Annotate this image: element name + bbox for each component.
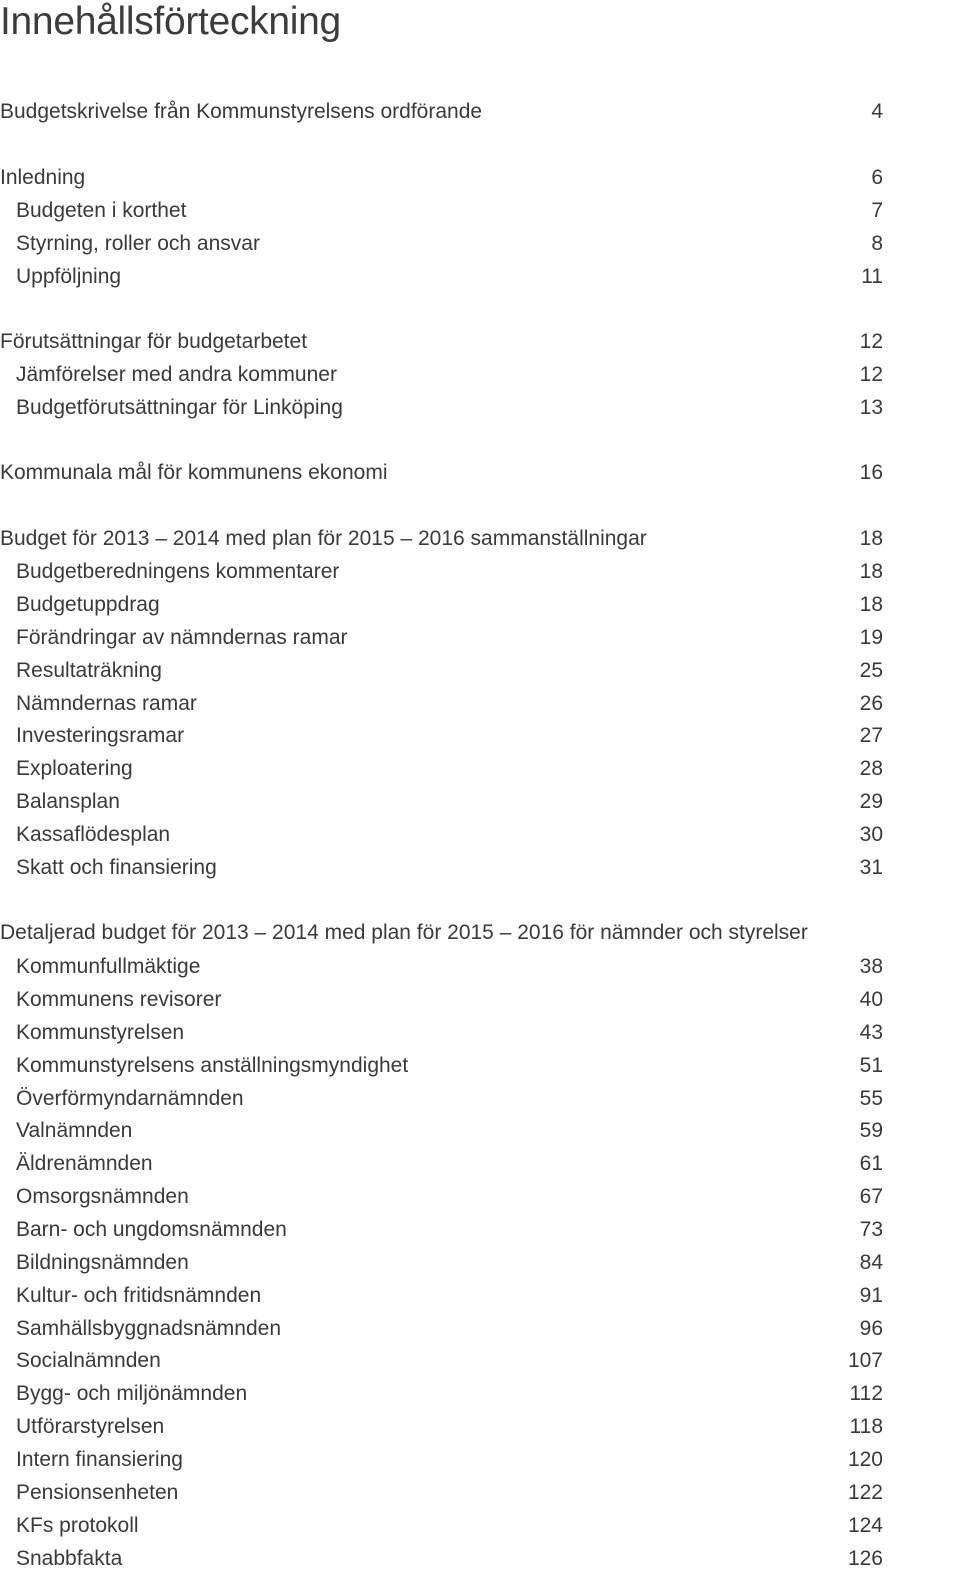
toc-entry-label: Resultaträkning [16, 659, 162, 682]
toc-entry[interactable] [0, 328, 883, 356]
toc-subentry[interactable] [0, 591, 883, 619]
toc-entry-page: 18 [859, 593, 883, 616]
toc-entry-page: 26 [859, 692, 883, 715]
toc-entry-label: Överförmyndarnämnden [16, 1087, 244, 1110]
toc-entry-label: Styrning, roller och ansvar [16, 232, 260, 255]
toc-entry-label: Investeringsramar [16, 724, 185, 747]
toc-entry-label: Kommunens revisorer [16, 988, 222, 1011]
toc-entry-page: 120 [847, 1448, 883, 1471]
toc-subentry[interactable] [0, 624, 883, 652]
toc-entry-label: Bildningsnämnden [16, 1251, 189, 1274]
toc-entry-page: 118 [849, 1415, 883, 1438]
toc-entry-label: Kassaflödesplan [16, 823, 171, 846]
toc-subentry[interactable] [0, 1380, 883, 1408]
toc-entry-page: 55 [859, 1087, 883, 1110]
toc-entry-page: 40 [859, 988, 883, 1011]
toc-entry-label: Budgetberedningens kommentarer [16, 560, 340, 583]
toc-entry-label: Jämförelser med andra kommuner [16, 363, 337, 386]
toc-entry-label: Förutsättningar för budgetarbetet [0, 330, 308, 353]
toc-entry-page: 19 [859, 626, 883, 649]
toc-subentry[interactable] [0, 1117, 883, 1145]
toc-entry-page: 38 [859, 955, 883, 978]
toc-subentry[interactable] [0, 197, 883, 225]
toc-subentry[interactable] [0, 230, 883, 258]
toc-entry[interactable] [0, 164, 883, 192]
toc-entry-label: Budgetskrivelse från Kommunstyrelsens ordförande [0, 100, 483, 123]
toc-subentry[interactable] [0, 1019, 883, 1047]
toc-entry-label: Skatt och finansiering [16, 856, 217, 879]
toc-entry-label: Förändringar av nämndernas ramar [16, 626, 348, 649]
toc-entry-page: 67 [859, 1185, 883, 1208]
toc-entry-page: 112 [849, 1382, 883, 1405]
toc-subentry[interactable] [0, 1315, 883, 1343]
toc-subentry[interactable] [0, 690, 883, 718]
toc-subentry[interactable] [0, 1512, 883, 1540]
toc-subentry[interactable] [0, 1249, 883, 1277]
toc-entry-label: Budgeten i korthet [16, 199, 187, 222]
toc-entry-page: 6 [871, 166, 883, 189]
toc-entry-label: Kommunala mål för kommunens ekonomi [0, 461, 388, 484]
toc-subentry[interactable] [0, 1479, 883, 1507]
toc-entry-page: 8 [871, 232, 883, 255]
toc-subentry[interactable] [0, 821, 883, 849]
toc-subentry[interactable] [0, 361, 883, 389]
toc-subentry[interactable] [0, 788, 883, 816]
toc-entry-label: Budget för 2013 – 2014 med plan för 2015 – 2016 sammanställningar [0, 527, 647, 550]
toc-entry-page: 25 [859, 659, 883, 682]
toc-subentry[interactable] [0, 1446, 883, 1474]
toc-subentry[interactable] [0, 263, 883, 291]
page-title: Innehållsförteckning [0, 0, 341, 43]
toc-entry-page: 51 [859, 1054, 883, 1077]
toc-entry-page: 124 [847, 1514, 883, 1537]
toc-entry-page: 29 [859, 790, 883, 813]
toc-entry-page: 11 [861, 265, 883, 288]
toc-entry-label: Utförarstyrelsen [16, 1415, 165, 1438]
toc-entry[interactable] [0, 459, 883, 487]
toc-entry-label: Kultur- och fritidsnämnden [16, 1284, 262, 1307]
toc-subentry[interactable] [0, 1282, 883, 1310]
toc-entry-label: Kommunstyrelsens anställningsmyndighet [16, 1054, 409, 1077]
toc-entry-page: 18 [859, 560, 883, 583]
toc-entry-page: 28 [859, 757, 883, 780]
toc-entry-page: 59 [859, 1119, 883, 1142]
toc-entry-label: Kommunfullmäktige [16, 955, 201, 978]
toc-entry-page: 84 [859, 1251, 883, 1274]
toc-entry-label: Budgetförutsättningar för Linköping [16, 396, 343, 419]
toc-entry[interactable] [0, 525, 883, 553]
toc-subentry[interactable] [0, 1150, 883, 1178]
toc-subentry[interactable] [0, 558, 883, 586]
toc-entry-label: Detaljerad budget för 2013 – 2014 med plan för 2015 – 2016 för nämnder och styrelser [0, 921, 808, 944]
toc-entry-page: 7 [871, 199, 883, 222]
toc-entry-page: 16 [859, 461, 883, 484]
toc-entry-label: Valnämnden [16, 1119, 133, 1142]
toc-subentry[interactable] [0, 1183, 883, 1211]
toc-entry-label: Samhällsbyggnadsnämnden [16, 1317, 282, 1340]
toc-entry-page: 12 [859, 363, 883, 386]
toc-entry-page: 30 [859, 823, 883, 846]
toc-entry-label: Pensionsenheten [16, 1481, 179, 1504]
toc-entry-page: 27 [859, 724, 883, 747]
toc-entry-label: Uppföljning [16, 265, 122, 288]
toc-entry-page: 122 [847, 1481, 883, 1504]
toc-subentry[interactable] [0, 1545, 883, 1573]
toc-entry-label: Balansplan [16, 790, 120, 813]
toc-entry-page: 126 [847, 1547, 883, 1570]
toc-entry-label: KFs protokoll [16, 1514, 139, 1537]
toc-subentry[interactable] [0, 1052, 883, 1080]
toc-entry-label: Snabbfakta [16, 1547, 123, 1570]
toc-entry-page: 18 [859, 527, 883, 550]
toc-entry-label: Inledning [0, 166, 86, 189]
toc-subentry[interactable] [0, 657, 883, 685]
toc-entry-label: Kommunstyrelsen [16, 1021, 185, 1044]
toc-entry-label: Budgetuppdrag [16, 593, 160, 616]
toc-entry-page: 13 [859, 396, 883, 419]
toc-entry-label: Intern finansiering [16, 1448, 183, 1471]
toc-entry-page: 12 [859, 330, 883, 353]
toc-entry-page: 107 [847, 1349, 883, 1372]
toc-entry-label: Bygg- och miljönämnden [16, 1382, 248, 1405]
toc-entry[interactable] [0, 919, 955, 947]
toc-entry-label: Äldrenämnden [16, 1152, 153, 1175]
toc-entry[interactable] [0, 98, 883, 126]
toc-entry-page: 31 [859, 856, 883, 879]
toc-entry-page: 43 [859, 1021, 883, 1044]
toc-subentry[interactable] [0, 1347, 883, 1375]
toc-subentry[interactable] [0, 394, 883, 422]
toc-entry-label: Socialnämnden [16, 1349, 161, 1372]
toc-entry-page: 96 [859, 1317, 883, 1340]
toc-subentry[interactable] [0, 755, 883, 783]
toc-entry-label: Barn- och ungdomsnämnden [16, 1218, 287, 1241]
toc-entry-label: Omsorgsnämnden [16, 1185, 189, 1208]
toc-subentry[interactable] [0, 1216, 883, 1244]
toc-subentry[interactable] [0, 854, 883, 882]
toc-subentry[interactable] [0, 986, 883, 1014]
toc-entry-page: 61 [859, 1152, 883, 1175]
toc-subentry[interactable] [0, 953, 883, 981]
toc-subentry[interactable] [0, 1413, 883, 1441]
toc-entry-page: 73 [859, 1218, 883, 1241]
toc-entry-label: Nämndernas ramar [16, 692, 197, 715]
toc-subentry[interactable] [0, 1085, 883, 1113]
toc-entry-page: 91 [859, 1284, 883, 1307]
toc-subentry[interactable] [0, 722, 883, 750]
toc-entry-label: Exploatering [16, 757, 133, 780]
toc-entry-page: 4 [871, 100, 883, 123]
